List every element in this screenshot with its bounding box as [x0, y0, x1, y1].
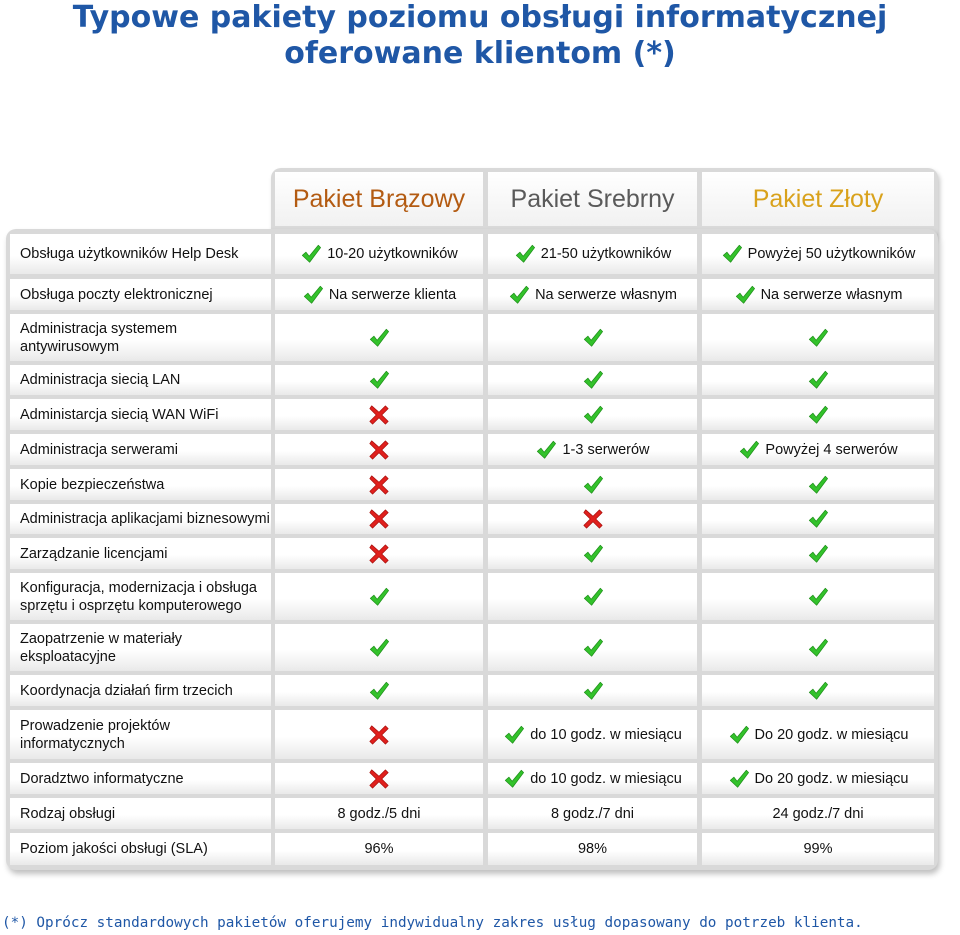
row-label-text: Rodzaj obsługi	[20, 805, 116, 822]
row-label	[10, 234, 271, 274]
check-icon	[368, 680, 390, 702]
row-label	[10, 763, 271, 794]
row-label	[10, 710, 271, 759]
cell-pakiet-zloty	[702, 434, 934, 465]
row-label-text: Obsługa użytkowników Help Desk	[20, 246, 239, 262]
cell-pakiet-brazowy	[275, 675, 483, 706]
cross-icon	[368, 474, 390, 496]
row-label	[10, 624, 271, 671]
cell-pakiet-zloty	[702, 833, 934, 865]
check-icon	[368, 369, 390, 391]
cell-text: Do 20 godz. w miesiącu	[754, 726, 909, 743]
row-label-text: Konfiguracja, modernizacja i obsługa sprzętu i osprzętu komputerowego	[20, 579, 257, 614]
cell-pakiet-srebrny	[488, 833, 697, 865]
cell-pakiet-brazowy	[275, 365, 483, 395]
cell-pakiet-zloty	[702, 279, 934, 310]
row-label-text: Administracja serwerami	[20, 441, 178, 458]
cell-pakiet-srebrny	[488, 365, 697, 395]
check-icon	[582, 474, 604, 496]
check-icon	[582, 404, 604, 426]
cell-pakiet-srebrny	[488, 234, 697, 274]
check-icon	[807, 680, 829, 702]
cross-icon	[368, 404, 390, 426]
check-icon	[582, 369, 604, 391]
cell-text: 8 godz./5 dni	[337, 805, 421, 822]
check-icon	[728, 768, 750, 790]
cell-pakiet-srebrny	[488, 710, 697, 759]
check-icon	[508, 284, 530, 306]
row-label-text: Poziom jakości obsługi (SLA)	[20, 841, 208, 857]
row-label	[10, 675, 271, 706]
row-label	[10, 279, 271, 310]
cell-pakiet-brazowy	[275, 279, 483, 310]
cell-pakiet-srebrny	[488, 314, 697, 361]
check-icon	[807, 474, 829, 496]
check-icon	[807, 369, 829, 391]
check-icon	[734, 284, 756, 306]
cell-pakiet-zloty	[702, 314, 934, 361]
check-icon	[728, 724, 750, 746]
cell-pakiet-srebrny	[488, 434, 697, 465]
row-label	[10, 434, 271, 465]
cell-text: 8 godz./7 dni	[550, 805, 635, 822]
check-icon	[807, 327, 829, 349]
check-icon	[503, 768, 525, 790]
cell-text: 24 godz./7 dni	[772, 805, 864, 822]
header-pakiet-brazowy: Pakiet Brązowy	[275, 172, 483, 226]
check-icon	[807, 586, 829, 608]
cell-pakiet-brazowy	[275, 538, 483, 569]
cell-text: Powyżej 50 użytkowników	[747, 246, 916, 262]
cell-pakiet-zloty	[702, 798, 934, 829]
row-label-text: Doradztwo informatyczne	[20, 770, 184, 787]
cell-text: Powyżej 4 serwerów	[765, 441, 898, 458]
check-icon	[582, 680, 604, 702]
cross-icon	[368, 724, 390, 746]
page-title	[0, 0, 960, 72]
cell-pakiet-zloty	[702, 710, 934, 759]
cell-pakiet-brazowy	[275, 573, 483, 620]
cell-pakiet-zloty	[702, 469, 934, 500]
check-icon	[368, 637, 390, 659]
cross-icon	[368, 439, 390, 461]
cell-text: Do 20 godz. w miesiącu	[754, 770, 909, 787]
row-label	[10, 798, 271, 829]
row-label	[10, 504, 271, 534]
check-icon	[807, 543, 829, 565]
cell-pakiet-srebrny	[488, 538, 697, 569]
row-label-text: Administarcja siecią WAN WiFi	[20, 406, 219, 423]
cross-icon	[368, 768, 390, 790]
check-icon	[300, 243, 322, 265]
check-icon	[738, 439, 760, 461]
check-icon	[514, 243, 536, 265]
cell-pakiet-srebrny	[488, 469, 697, 500]
row-label-text: Prowadzenie projektów informatycznych	[20, 717, 170, 752]
cell-text: 96%	[364, 841, 394, 857]
cell-pakiet-zloty	[702, 399, 934, 430]
cell-pakiet-zloty	[702, 504, 934, 534]
cell-pakiet-srebrny	[488, 279, 697, 310]
row-label	[10, 573, 271, 620]
row-label	[10, 833, 271, 865]
cell-pakiet-srebrny	[488, 624, 697, 671]
cell-pakiet-srebrny	[488, 573, 697, 620]
row-label-text: Kopie bezpieczeństwa	[20, 476, 165, 493]
cell-pakiet-brazowy	[275, 234, 483, 274]
check-icon	[582, 586, 604, 608]
cell-text: do 10 godz. w miesiącu	[530, 770, 682, 787]
cross-icon	[368, 543, 390, 565]
row-label-text: Koordynacja działań firm trzecich	[20, 682, 233, 699]
cell-text: 99%	[803, 841, 833, 857]
header-pakiet-srebrny: Pakiet Srebrny	[488, 172, 697, 226]
cell-text: Na serwerze klienta	[328, 286, 457, 303]
check-icon	[807, 508, 829, 530]
check-icon	[721, 243, 743, 265]
cell-pakiet-brazowy	[275, 763, 483, 794]
cell-pakiet-zloty	[702, 675, 934, 706]
check-icon	[582, 327, 604, 349]
check-icon	[582, 637, 604, 659]
cell-pakiet-srebrny	[488, 399, 697, 430]
cell-pakiet-srebrny	[488, 798, 697, 829]
check-icon	[368, 586, 390, 608]
cell-pakiet-brazowy	[275, 504, 483, 534]
cell-text: 21-50 użytkowników	[540, 246, 672, 262]
cell-pakiet-brazowy	[275, 469, 483, 500]
cell-text: 10-20 użytkowników	[327, 246, 458, 262]
check-icon	[535, 439, 557, 461]
check-icon	[807, 637, 829, 659]
check-icon	[368, 327, 390, 349]
cell-pakiet-zloty	[702, 573, 934, 620]
row-label-text: Administracja aplikacjami biznesowymi	[20, 511, 270, 527]
check-icon	[302, 284, 324, 306]
row-label-text: Obsługa poczty elektronicznej	[20, 286, 213, 303]
cell-text: Na serwerze własnym	[535, 286, 677, 303]
cross-icon	[582, 508, 604, 530]
cell-text: Na serwerze własnym	[760, 286, 903, 303]
row-label	[10, 314, 271, 361]
row-label	[10, 399, 271, 430]
cell-pakiet-srebrny	[488, 675, 697, 706]
cell-pakiet-zloty	[702, 234, 934, 274]
row-label-text: Zaopatrzenie w materiały eksploatacyjne	[20, 630, 182, 665]
check-icon	[807, 404, 829, 426]
cell-pakiet-brazowy	[275, 434, 483, 465]
cell-pakiet-zloty	[702, 763, 934, 794]
cell-pakiet-zloty	[702, 624, 934, 671]
cell-pakiet-brazowy	[275, 798, 483, 829]
cell-pakiet-srebrny	[488, 504, 697, 534]
check-icon	[503, 724, 525, 746]
cell-text: 1-3 serwerów	[562, 441, 650, 458]
row-label-text: Administracja siecią LAN	[20, 372, 181, 388]
cell-pakiet-brazowy	[275, 833, 483, 865]
cell-pakiet-zloty	[702, 538, 934, 569]
cross-icon	[368, 508, 390, 530]
cell-text: do 10 godz. w miesiącu	[530, 726, 682, 743]
cell-text: 98%	[577, 841, 608, 857]
footnote: (*) Oprócz standardowych pakietów oferujemy indywidualny zakres usług dopasowany do potrzeb klienta.	[2, 915, 863, 931]
cell-pakiet-brazowy	[275, 314, 483, 361]
row-label-text: Administracja systemem antywirusowym	[20, 320, 178, 355]
row-label-text: Zarządzanie licencjami	[20, 545, 168, 562]
cell-pakiet-brazowy	[275, 710, 483, 759]
row-label	[10, 469, 271, 500]
cell-pakiet-brazowy	[275, 399, 483, 430]
cell-pakiet-srebrny	[488, 763, 697, 794]
row-label	[10, 365, 271, 395]
cell-pakiet-zloty	[702, 365, 934, 395]
row-label	[10, 538, 271, 569]
check-icon	[582, 543, 604, 565]
title-line-1: Typowe pakiety poziomu obsługi informatycznej	[72, 0, 888, 35]
header-pakiet-zloty: Pakiet Złoty	[702, 172, 934, 226]
title-line-2: oferowane klientom (*)	[284, 36, 676, 71]
cell-pakiet-brazowy	[275, 624, 483, 671]
